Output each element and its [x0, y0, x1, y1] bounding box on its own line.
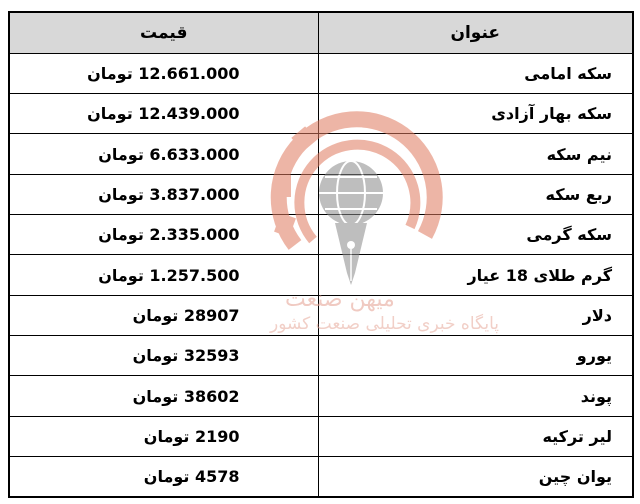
- price-cell: 2.335.000 تومان: [9, 215, 318, 255]
- watermark-brand: میهن صنعت: [285, 287, 395, 312]
- price-column-header: قیمت: [9, 12, 318, 53]
- table-row: [9, 94, 633, 134]
- price-cell: 28907 تومان: [9, 295, 318, 335]
- title-cell: یورو: [318, 336, 633, 376]
- title-cell: نیم سکه: [318, 134, 633, 174]
- watermark-tagline: پایگاه خبری تحلیلی صنعت کشور: [270, 314, 500, 334]
- title-column-header: عنوان: [318, 12, 633, 53]
- table-row: [9, 376, 633, 416]
- price-cell: 12.439.000 تومان: [9, 94, 318, 134]
- table-row: [9, 174, 633, 214]
- title-cell: گرم طلای 18 عیار: [318, 255, 633, 295]
- table-row: [9, 457, 633, 497]
- price-cell: 38602 تومان: [9, 376, 318, 416]
- table-row: [9, 416, 633, 456]
- title-cell: دلار: [318, 295, 633, 335]
- title-cell: یوان چین: [318, 457, 633, 497]
- title-cell: لیر ترکیه: [318, 416, 633, 456]
- price-table: [8, 11, 634, 498]
- table-row: [9, 255, 633, 295]
- title-cell: پوند: [318, 376, 633, 416]
- price-cell: 12.661.000 تومان: [9, 53, 318, 93]
- title-cell: سکه امامی: [318, 53, 633, 93]
- title-cell: سکه بهار آزادی: [318, 94, 633, 134]
- table-header-row: [9, 12, 633, 53]
- table-row: [9, 295, 633, 335]
- table-row: [9, 134, 633, 174]
- title-cell: ربع سکه: [318, 174, 633, 214]
- price-cell: 6.633.000 تومان: [9, 134, 318, 174]
- price-cell: 4578 تومان: [9, 457, 318, 497]
- price-cell: 1.257.500 تومان: [9, 255, 318, 295]
- price-cell: 32593 تومان: [9, 336, 318, 376]
- price-cell: 3.837.000 تومان: [9, 174, 318, 214]
- price-cell: 2190 تومان: [9, 416, 318, 456]
- table-row: [9, 336, 633, 376]
- table-row: [9, 215, 633, 255]
- table-row: [9, 53, 633, 93]
- title-cell: سکه گرمی: [318, 215, 633, 255]
